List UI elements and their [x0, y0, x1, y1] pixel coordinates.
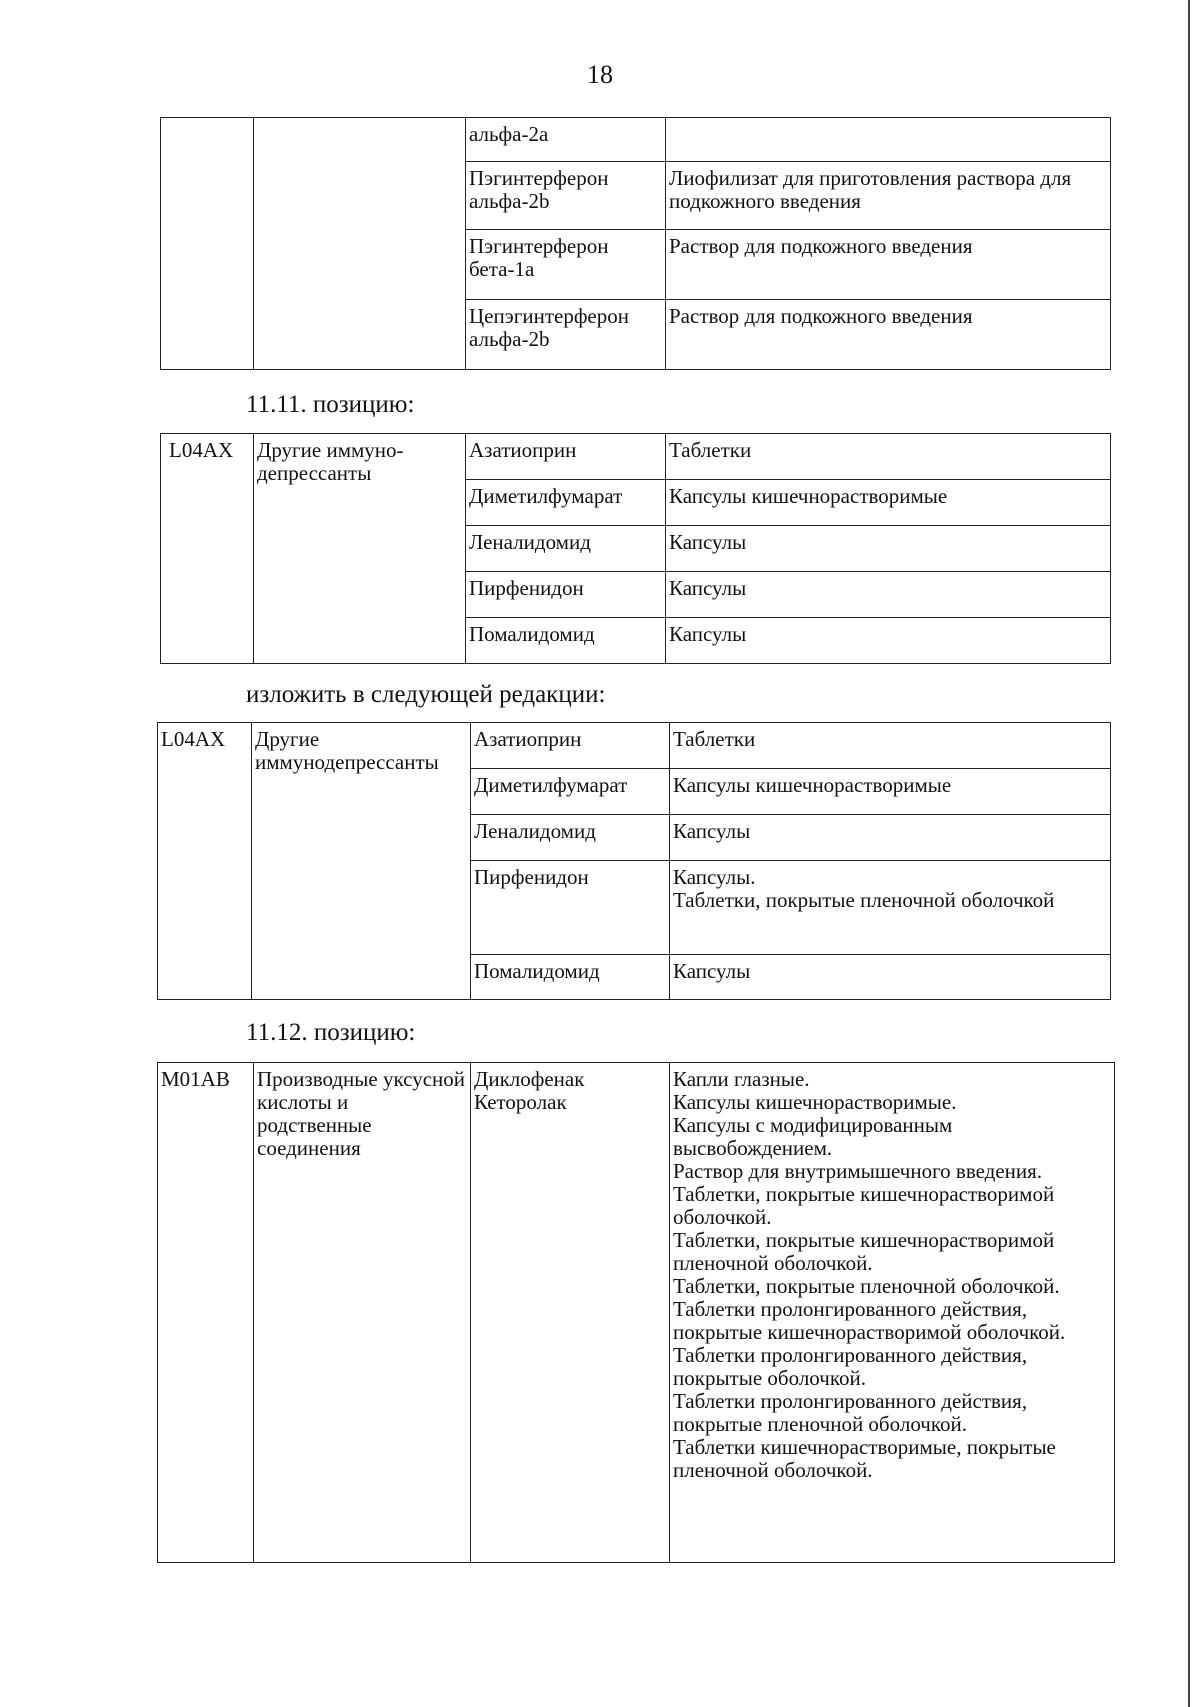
drug-cell: Цепэгинтерферон альфа-2b [466, 300, 666, 370]
table-new-l04ax [157, 722, 1111, 1000]
drug-cell: Диметилфумарат [471, 769, 670, 815]
drug-cell: Пирфенидон [466, 572, 666, 618]
table-m01ab [157, 1062, 1115, 1563]
atc-code-cell: M01AB [158, 1063, 254, 1563]
form-line: Капсулы кишечнорастворимые. [673, 1090, 957, 1114]
drug-cell: Азатиоприн [471, 723, 670, 769]
form-cell [670, 861, 1111, 955]
drug-name: Диклофенак [474, 1067, 585, 1091]
page-number: 18 [587, 60, 613, 89]
form-line: Таблетки пролонгированного действия, покрытые кишечнорастворимой оболочкой. [673, 1297, 1066, 1344]
form-cell: Капсулы [666, 618, 1111, 664]
atc-code-cell: L04AX [161, 434, 254, 664]
form-cell: Капсулы [670, 955, 1111, 1000]
form-cell: Лиофилизат для приготовления раствора для подкожного введения [666, 162, 1111, 230]
group-cell: Производные уксусной кислоты и родственные соединения [254, 1063, 471, 1563]
form-cell: Таблетки [670, 723, 1111, 769]
form-cell: Раствор для подкожного введения [666, 300, 1111, 370]
form-cell: Капсулы [670, 815, 1111, 861]
section-heading-11-12: 11.12. позицию: [246, 1019, 416, 1046]
atc-code-cell: L04AX [158, 723, 252, 1000]
table-continued [160, 117, 1111, 370]
drug-cell: Азатиоприн [466, 434, 666, 480]
drug-cell: Леналидомид [471, 815, 670, 861]
table-old-l04ax [160, 433, 1111, 664]
form-line: Таблетки, покрытые кишечнорастворимой оболочкой. [673, 1182, 1055, 1229]
table-row [158, 1063, 1115, 1563]
group-cell [254, 118, 466, 370]
form-line: Таблетки кишечнорастворимые, покрытые пленочной оболочкой. [673, 1435, 1056, 1482]
section-heading-11-11: 11.11. позицию: [246, 391, 415, 418]
drug-cell: Пэгинтерферон бета-1а [466, 230, 666, 300]
drug-cell: Помалидомид [466, 618, 666, 664]
form-cell: Таблетки [666, 434, 1111, 480]
drug-cell: Диметилфумарат [466, 480, 666, 526]
form-cell [670, 1063, 1115, 1563]
table-row [161, 118, 1111, 162]
group-cell: Другие иммунодепрессанты [252, 723, 471, 1000]
drug-cell: Пирфенидон [471, 861, 670, 955]
form-line: Таблетки, покрытые пленочной оболочкой [673, 888, 1055, 912]
code-cell [161, 118, 254, 370]
form-cell: Капсулы [666, 572, 1111, 618]
page-edge-line [1188, 0, 1190, 1707]
form-cell: Раствор для подкожного введения [666, 230, 1111, 300]
table-row [158, 723, 1111, 769]
form-cell [666, 118, 1111, 162]
form-cell: Капсулы [666, 526, 1111, 572]
drug-name: Кеторолак [474, 1090, 567, 1114]
drug-cell: Помалидомид [471, 955, 670, 1000]
drug-cell: Пэгинтерферон альфа-2b [466, 162, 666, 230]
form-line: Капли глазные. [673, 1067, 810, 1091]
table-row [161, 434, 1111, 480]
group-cell: Другие иммуно-депрессанты [254, 434, 466, 664]
form-cell: Капсулы кишечнорастворимые [670, 769, 1111, 815]
form-cell: Капсулы кишечнорастворимые [666, 480, 1111, 526]
form-line: Таблетки, покрытые кишечнорастворимой пленочной оболочкой. [673, 1228, 1055, 1275]
drug-cell [471, 1063, 670, 1563]
form-line: Раствор для внутримышечного введения. [673, 1159, 1043, 1183]
drug-cell: альфа-2а [466, 118, 666, 162]
section-heading-new-edition: изложить в следующей редакции: [246, 681, 606, 708]
form-line: Капсулы. [673, 865, 756, 889]
form-line: Капсулы с модифицированным высвобождением. [673, 1113, 953, 1160]
form-line: Таблетки пролонгированного действия, покрытые оболочкой. [673, 1343, 1028, 1390]
form-line: Таблетки, покрытые пленочной оболочкой. [673, 1274, 1060, 1298]
drug-cell: Леналидомид [466, 526, 666, 572]
form-line: Таблетки пролонгированного действия, покрытые пленочной оболочкой. [673, 1389, 1028, 1436]
